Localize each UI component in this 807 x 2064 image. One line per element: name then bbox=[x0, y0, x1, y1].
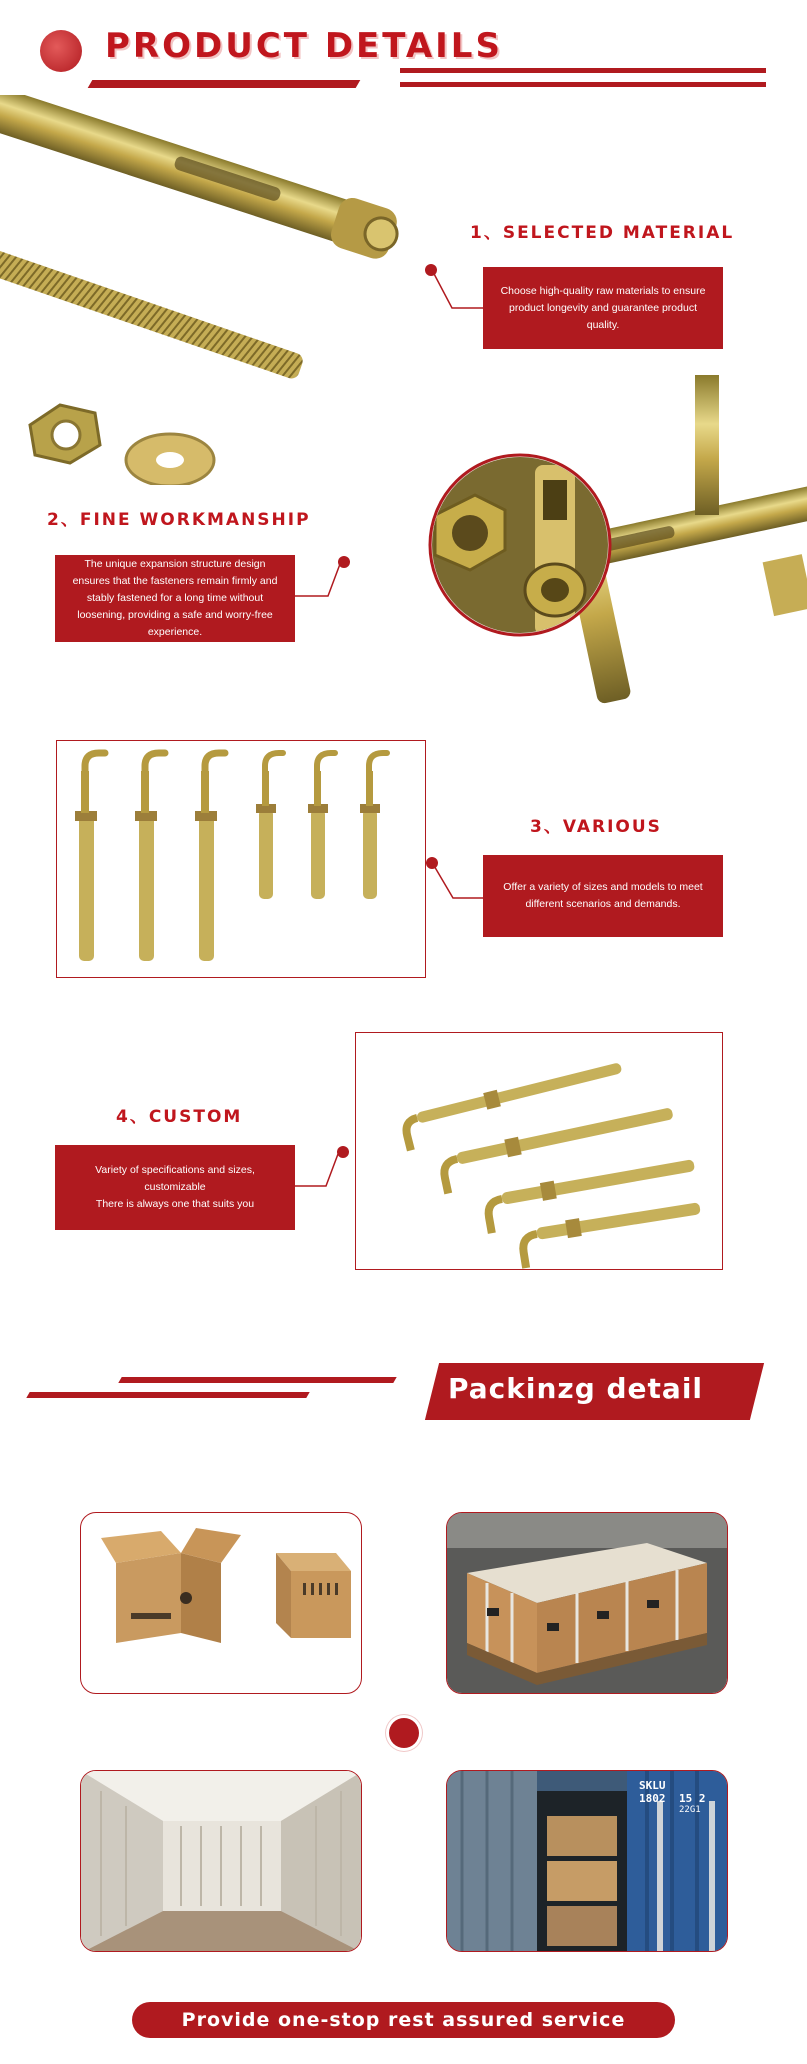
container-code-1: SKLU bbox=[639, 1779, 666, 1792]
section-4-dot bbox=[337, 1146, 349, 1158]
section-4-line-1: Variety of specifications and sizes, bbox=[95, 1164, 255, 1176]
packing-center-dot bbox=[389, 1718, 419, 1748]
section-2-textbox: The unique expansion structure design ensures that the fasteners remain firmly and stably fastened for a long time without loosening, providing a safe and worry-free experience. bbox=[55, 555, 295, 642]
section-4-connector bbox=[292, 1150, 344, 1190]
photo-hook-bolts bbox=[56, 740, 426, 978]
header bbox=[0, 0, 807, 100]
section-3-textbox: Offer a variety of sizes and models to meet different scenarios and demands. bbox=[483, 855, 723, 937]
header-rule-long2 bbox=[400, 68, 766, 73]
photo-container-loaded bbox=[446, 1770, 728, 1952]
section-4-line-2: customizable bbox=[144, 1181, 206, 1193]
container-code-4: 22G1 bbox=[679, 1805, 701, 1815]
header-rule-short bbox=[88, 80, 361, 88]
packing-rule-1 bbox=[118, 1377, 396, 1383]
photo-custom-bolts bbox=[355, 1032, 723, 1270]
photo-pallet bbox=[446, 1512, 728, 1694]
page-title: PRODUCT DETAILS bbox=[105, 26, 503, 66]
container-code-3: 15 2 bbox=[679, 1792, 706, 1805]
section-2-connector bbox=[292, 560, 344, 600]
section-2-title: 2、FINE WORKMANSHIP bbox=[47, 510, 311, 530]
packing-title: Packinzg detail bbox=[448, 1372, 704, 1405]
section-2-dot bbox=[338, 556, 350, 568]
footer-banner bbox=[132, 2002, 675, 2038]
section-3-connector bbox=[431, 862, 491, 902]
photo-anchor-bolt bbox=[0, 95, 420, 485]
section-4-title: 4、CUSTOM bbox=[116, 1107, 243, 1127]
header-rule-long bbox=[400, 82, 766, 87]
section-1-textbox: Choose high-quality raw materials to ensure product longevity and guarantee product quality. bbox=[483, 267, 723, 349]
photo-container-empty bbox=[80, 1770, 362, 1952]
section-4-line-3: There is always one that suits you bbox=[95, 1198, 255, 1210]
section-1-connector bbox=[430, 268, 490, 313]
photo-cartons bbox=[80, 1512, 362, 1694]
header-circle bbox=[40, 30, 82, 72]
section-1-title: 1、SELECTED MATERIAL bbox=[470, 223, 735, 243]
photo-workmanship bbox=[425, 375, 807, 705]
packing-rule-2 bbox=[26, 1392, 309, 1398]
footer-banner-text: Provide one-stop rest assured service bbox=[181, 2009, 626, 2031]
section-4-textbox bbox=[55, 1145, 295, 1230]
container-code-2: 1802 bbox=[639, 1792, 666, 1805]
section-3-title: 3、VARIOUS bbox=[530, 817, 662, 837]
